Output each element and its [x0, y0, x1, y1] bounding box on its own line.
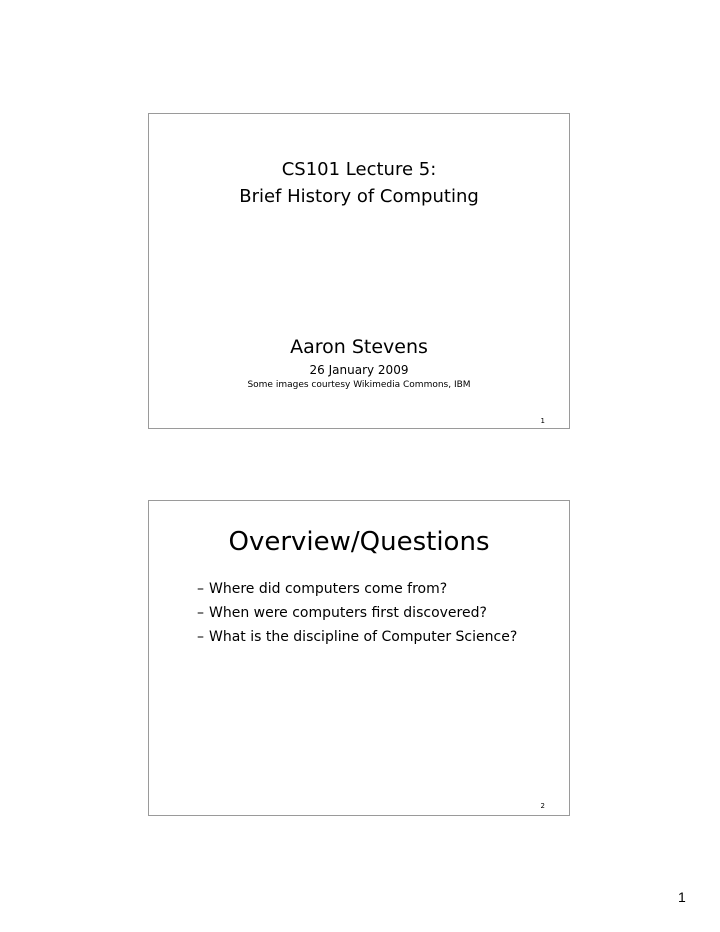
bullet-text: When were computers first discovered?: [209, 605, 487, 621]
bullet-item: [197, 577, 517, 601]
slide-1: [148, 113, 570, 429]
slide-title-line-1: CS101 Lecture 5:: [281, 159, 437, 180]
lecture-date: 26 January 2009: [309, 363, 409, 377]
slide-title: Overview/Questions: [228, 527, 490, 557]
slide-2: [148, 500, 570, 816]
page-number: 1: [678, 889, 686, 905]
bullet-item: [197, 625, 517, 649]
slide-number: 2: [540, 802, 545, 810]
slide-number: 1: [540, 417, 545, 425]
bullet-dash: –: [197, 581, 204, 597]
bullet-list: [197, 577, 517, 649]
bullet-text: Where did computers come from?: [209, 581, 448, 597]
bullet-item: [197, 601, 517, 625]
bullet-dash: –: [197, 605, 204, 621]
image-credits: Some images courtesy Wikimedia Commons, IBM: [247, 380, 471, 390]
slide-title-line-2: Brief History of Computing: [239, 186, 479, 207]
bullet-text: What is the discipline of Computer Science?: [209, 629, 518, 645]
bullet-dash: –: [197, 629, 204, 645]
author-name: Aaron Stevens: [290, 336, 428, 358]
